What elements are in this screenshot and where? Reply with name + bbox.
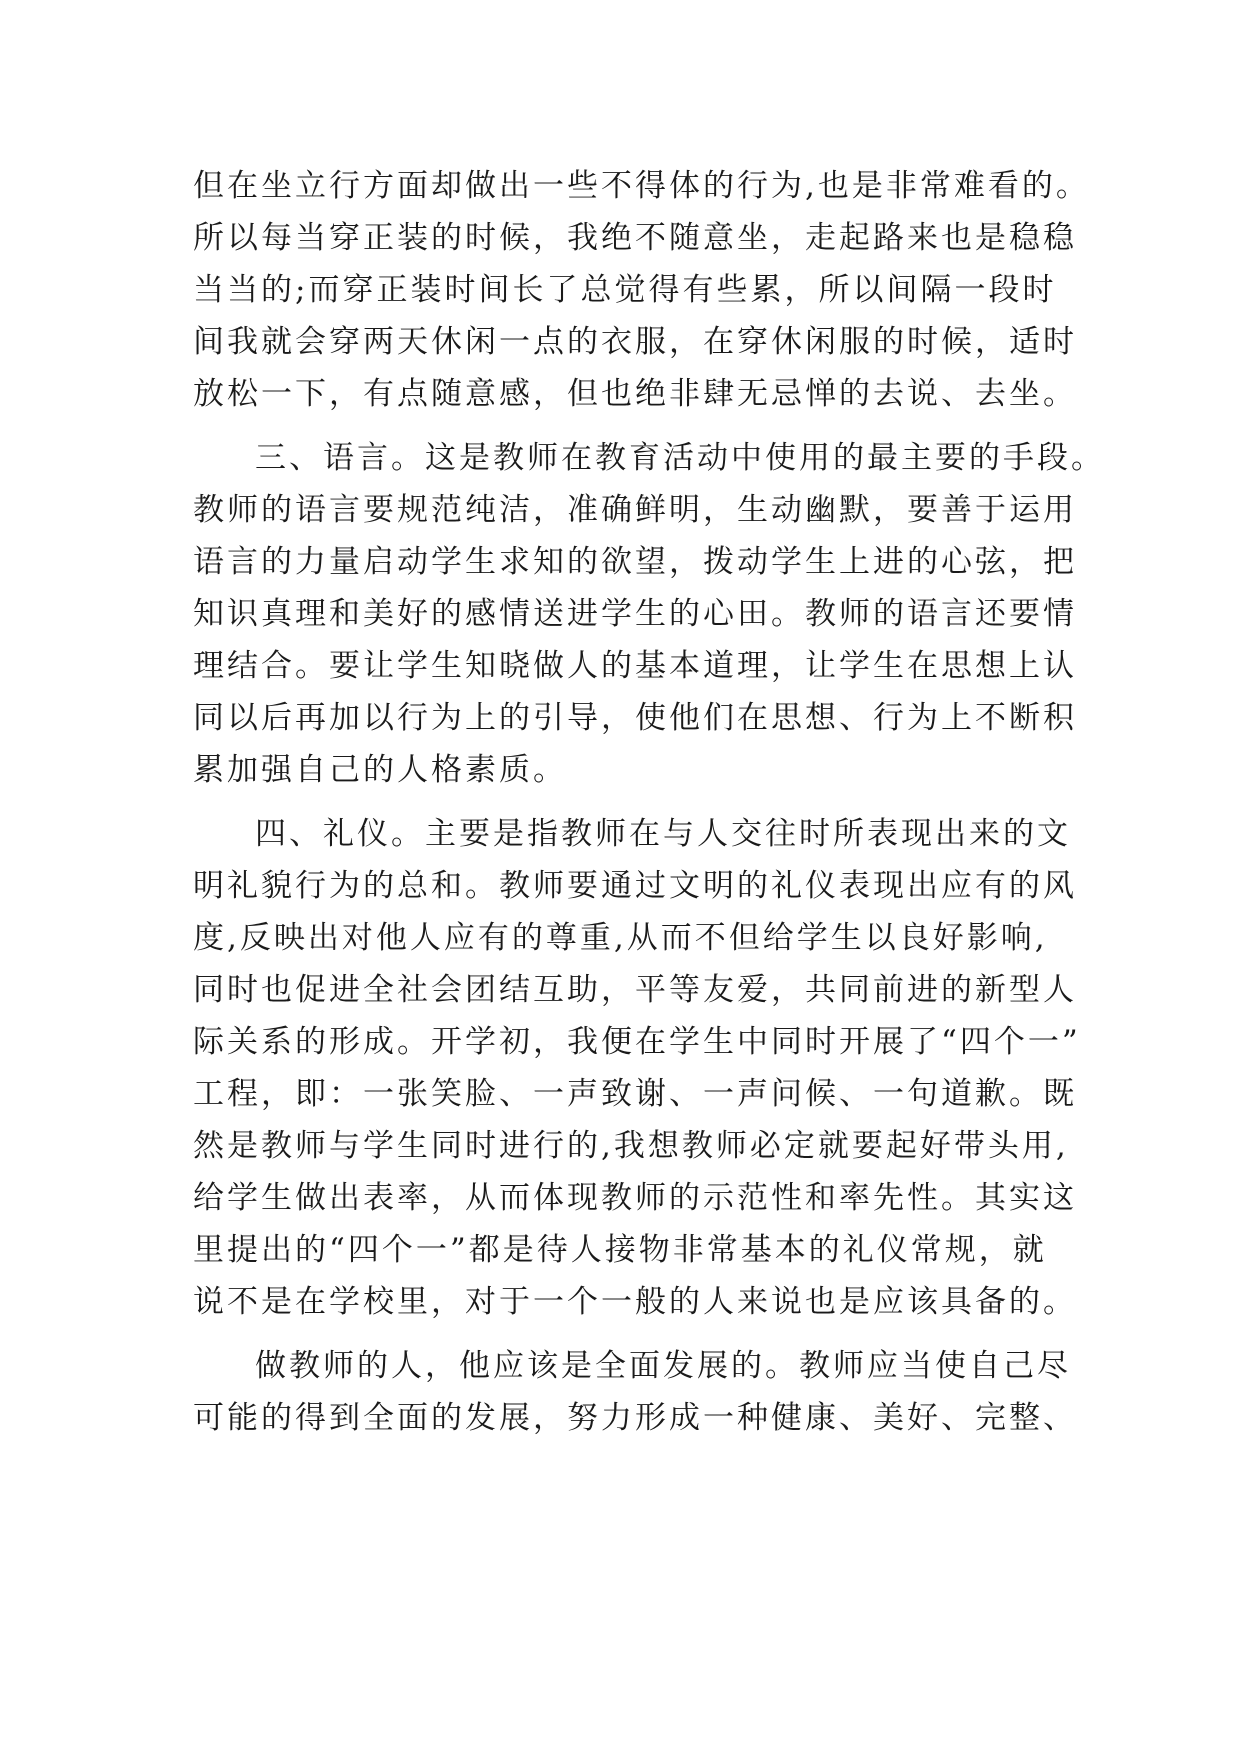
text-line: 但在坐立行方面却做出一些不得体的行为,也是非常难看的。 <box>193 168 1090 204</box>
text-line: 工程，即：一张笑脸、一声致谢、一声问候、一句道歉。既 <box>193 1076 1077 1112</box>
text-line: 同以后再加以行为上的引导，使他们在思想、行为上不断积 <box>193 700 1077 736</box>
text-line: 然是教师与学生同时进行的,我想教师必定就要起好带头用, <box>193 1128 1069 1164</box>
text-line: 际关系的形成。开学初，我便在学生中同时开展了“四个一” <box>193 1024 1081 1060</box>
text-line: 给学生做出表率，从而体现教师的示范性和率先性。其实这 <box>193 1180 1077 1216</box>
text-line: 里提出的“四个一”都是待人接物非常基本的礼仪常规，就 <box>193 1232 1047 1268</box>
text-line: 理结合。要让学生知晓做人的基本道理，让学生在思想上认 <box>193 648 1077 684</box>
text-line: 明礼貌行为的总和。教师要通过文明的礼仪表现出应有的风 <box>193 868 1077 904</box>
text-line: 可能的得到全面的发展，努力形成一种健康、美好、完整、 <box>193 1400 1077 1436</box>
paragraph-start-line: 四、礼仪。主要是指教师在与人交往时所表现出来的文 <box>255 816 1071 852</box>
text-line: 教师的语言要规范纯洁，准确鲜明，生动幽默，要善于运用 <box>193 492 1077 528</box>
text-line: 知识真理和美好的感情送进学生的心田。教师的语言还要情 <box>193 596 1077 632</box>
body-text <box>193 160 1105 1444</box>
text-line: 间我就会穿两天休闲一点的衣服，在穿休闲服的时候，适时 <box>193 324 1077 360</box>
paragraph-start-line: 三、语言。这是教师在教育活动中使用的最主要的手段。 <box>255 440 1105 476</box>
text-line: 当当的;而穿正装时间长了总觉得有些累，所以间隔一段时 <box>193 272 1057 308</box>
text-line: 同时也促进全社会团结互助，平等友爱，共同前进的新型人 <box>193 972 1077 1008</box>
text-line: 度,反映出对他人应有的尊重,从而不但给学生以良好影响, <box>193 920 1048 956</box>
text-line: 累加强自己的人格素质。 <box>193 752 567 788</box>
text-line: 放松一下，有点随意感，但也绝非肆无忌惮的去说、去坐。 <box>193 376 1077 412</box>
text-line: 所以每当穿正装的时候，我绝不随意坐，走起路来也是稳稳 <box>193 220 1077 256</box>
text-line: 说不是在学校里，对于一个一般的人来说也是应该具备的。 <box>193 1284 1077 1320</box>
text-line: 语言的力量启动学生求知的欲望，拨动学生上进的心弦，把 <box>193 544 1077 580</box>
paragraph-start-line: 做教师的人，他应该是全面发展的。教师应当使自己尽 <box>255 1348 1071 1384</box>
